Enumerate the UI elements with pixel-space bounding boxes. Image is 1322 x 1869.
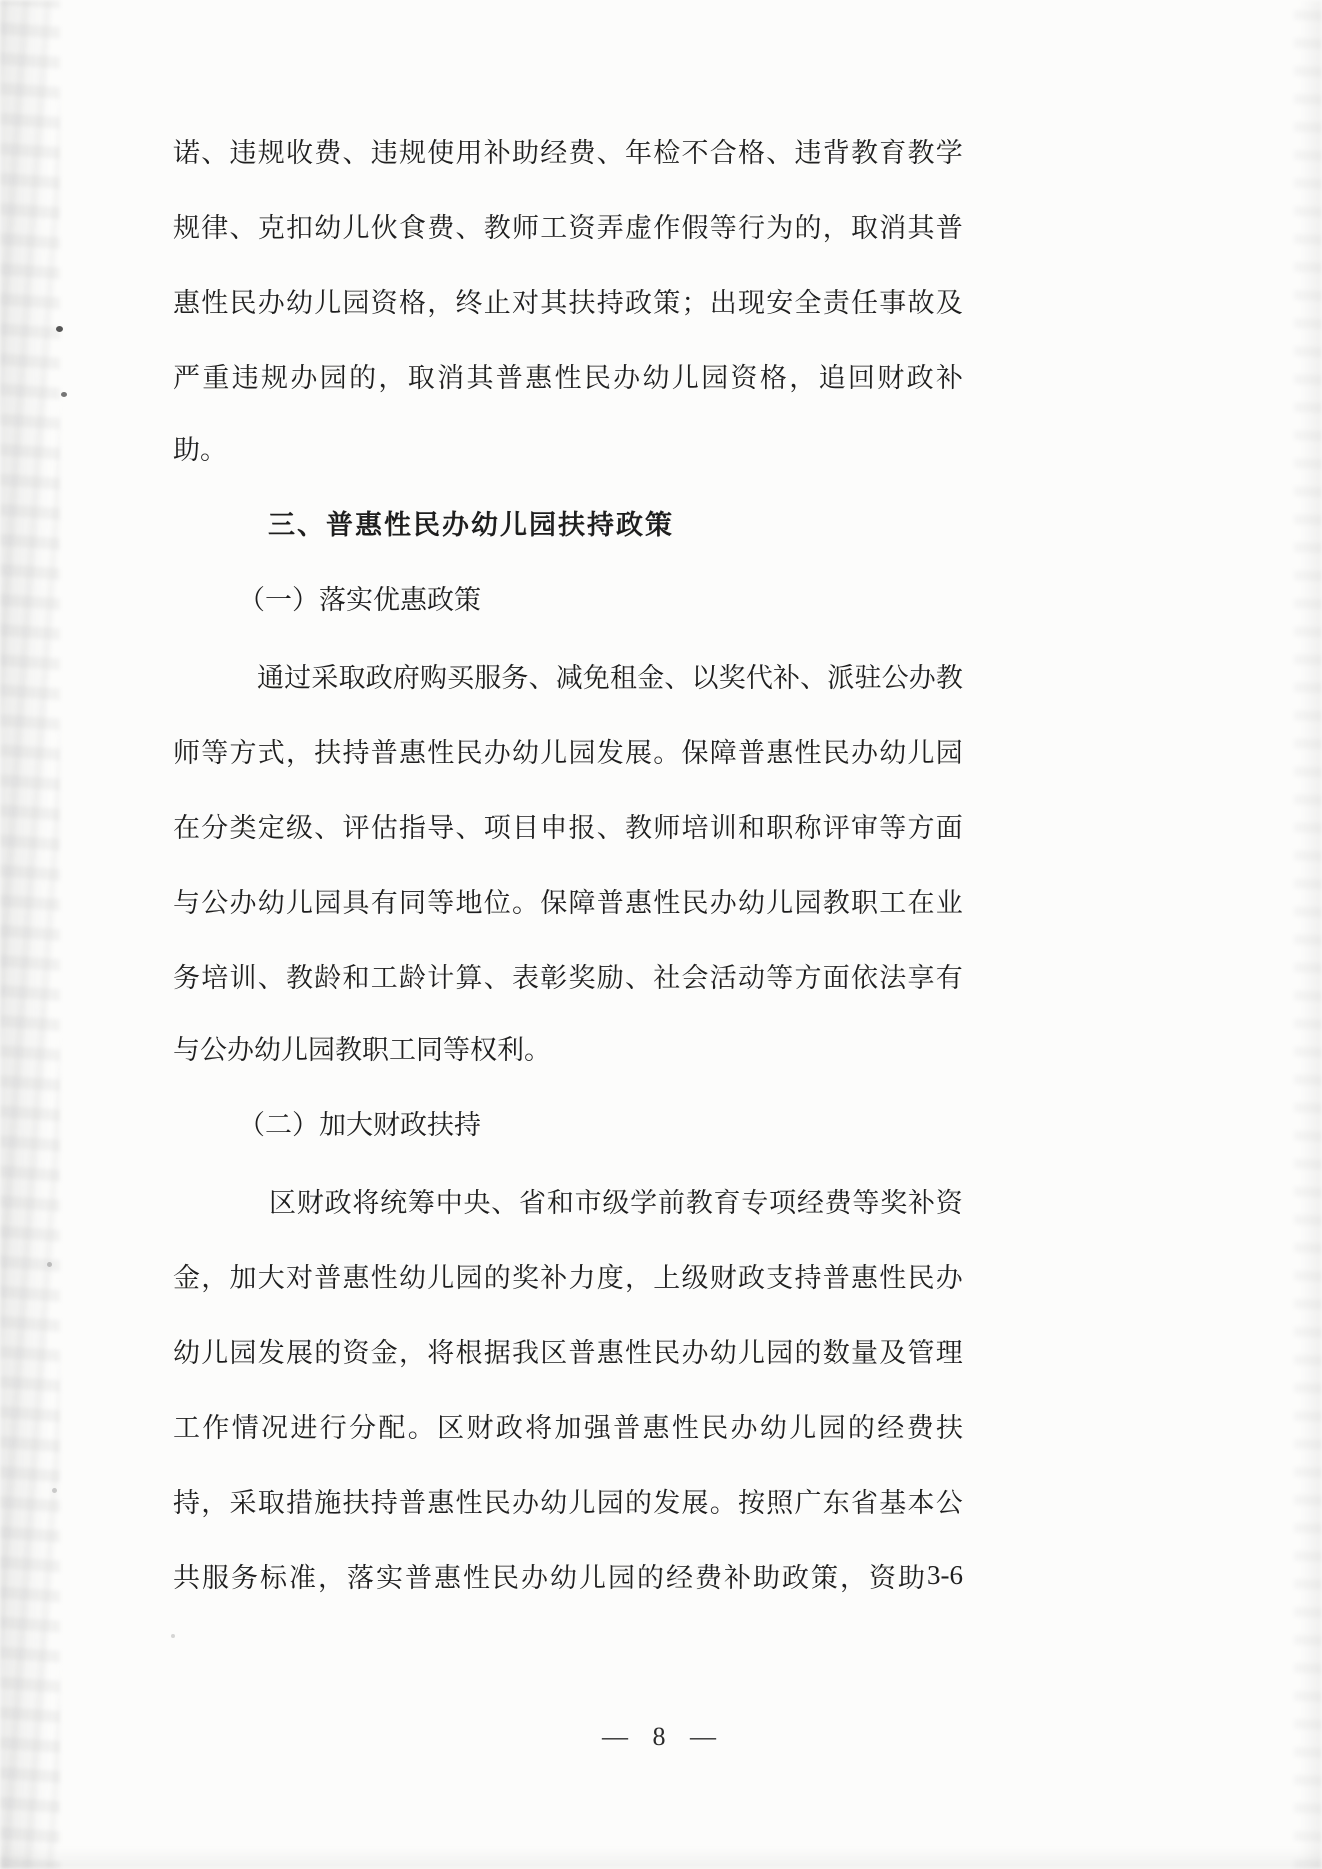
scan-edge-texture-right <box>1294 0 1322 1869</box>
paragraph-line: 诺 、 违 规 收 费 、 违 规 使 用 补 助 经 费 、 年 检 不 合 格 、 违 背 教 育 教 学 <box>173 138 963 168</box>
paragraph-first-line: 通 过 采 取 政 府 购 买 服 务 、 减 免 租 金 、 以 奖 代 补 、 派 驻 公 办 教 <box>257 663 963 693</box>
paragraph-line: 师 等 方 式 ， 扶 持 普 惠 性 民 办 幼 儿 园 发 展 。 保 障 普 惠 性 民 办 幼 儿 园 <box>173 738 963 768</box>
scan-edge-texture-left <box>0 0 60 1869</box>
scan-speck <box>171 1634 175 1638</box>
subsection-heading-2: （二）加大财政扶持 <box>238 1110 481 1140</box>
page-number: — 8 — <box>602 1722 720 1751</box>
scan-speck <box>47 1262 52 1267</box>
paragraph-first-line: 区 财 政 将 统 筹 中 央 、 省 和 市 级 学 前 教 育 专 项 经 费 等 奖 补 资 <box>269 1188 963 1218</box>
scan-speck <box>52 1488 57 1493</box>
paragraph-line: 与 公 办 幼 儿 园 具 有 同 等 地 位 。 保 障 普 惠 性 民 办 幼 儿 园 教 职 工 在 业 <box>173 888 963 918</box>
paragraph-line: 工 作 情 况 进 行 分 配 。 区 财 政 将 加 强 普 惠 性 民 办 幼 儿 园 的 经 费 扶 <box>173 1413 963 1443</box>
subsection-heading-1: （一）落实优惠政策 <box>238 585 481 615</box>
section-heading: 三、普惠性民办幼儿园扶持政策 <box>268 510 674 540</box>
paragraph-line: 务 培 训 、 教 龄 和 工 龄 计 算 、 表 彰 奖 励 、 社 会 活 动 等 方 面 依 法 享 有 <box>173 963 963 993</box>
paragraph-line: 持 ， 采 取 措 施 扶 持 普 惠 性 民 办 幼 儿 园 的 发 展 。 按 照 广 东 省 基 本 公 <box>173 1488 963 1518</box>
paragraph-line: 规 律 、 克 扣 幼 儿 伙 食 费 、 教 师 工 资 弄 虚 作 假 等 行 为 的 ， 取 消 其 普 <box>173 213 963 243</box>
paragraph-line: 惠 性 民 办 幼 儿 园 资 格 ， 终 止 对 其 扶 持 政 策 ； 出 现 安 全 责 任 事 故 及 <box>173 288 963 318</box>
paragraph-line: 金 ， 加 大 对 普 惠 性 幼 儿 园 的 奖 补 力 度 ， 上 级 财 政 支 持 普 惠 性 民 办 <box>173 1263 963 1293</box>
paragraph-line: 幼 儿 园 发 展 的 资 金 ， 将 根 据 我 区 普 惠 性 民 办 幼 儿 园 的 数 量 及 管 理 <box>173 1338 963 1368</box>
scan-edge-texture-bottom <box>0 1847 1322 1869</box>
document-text-block <box>173 113 963 1613</box>
paragraph-line: 共 服 务 标 准 ， 落 实 普 惠 性 民 办 幼 儿 园 的 经 费 补 助 政 策 ， 资 助 3-6 <box>173 1560 963 1593</box>
paragraph-line: 严 重 违 规 办 园 的 ， 取 消 其 普 惠 性 民 办 幼 儿 园 资 格 ， 追 回 财 政 补 <box>173 363 963 393</box>
paragraph-line-end: 助。 <box>173 435 227 465</box>
paragraph-line: 在 分 类 定 级 、 评 估 指 导 、 项 目 申 报 、 教 师 培 训 和 职 称 评 审 等 方 面 <box>173 813 963 843</box>
scan-speck <box>61 392 67 397</box>
paragraph-line-end: 与公办幼儿园教职工同等权利。 <box>173 1035 551 1065</box>
scan-speck <box>56 326 63 332</box>
